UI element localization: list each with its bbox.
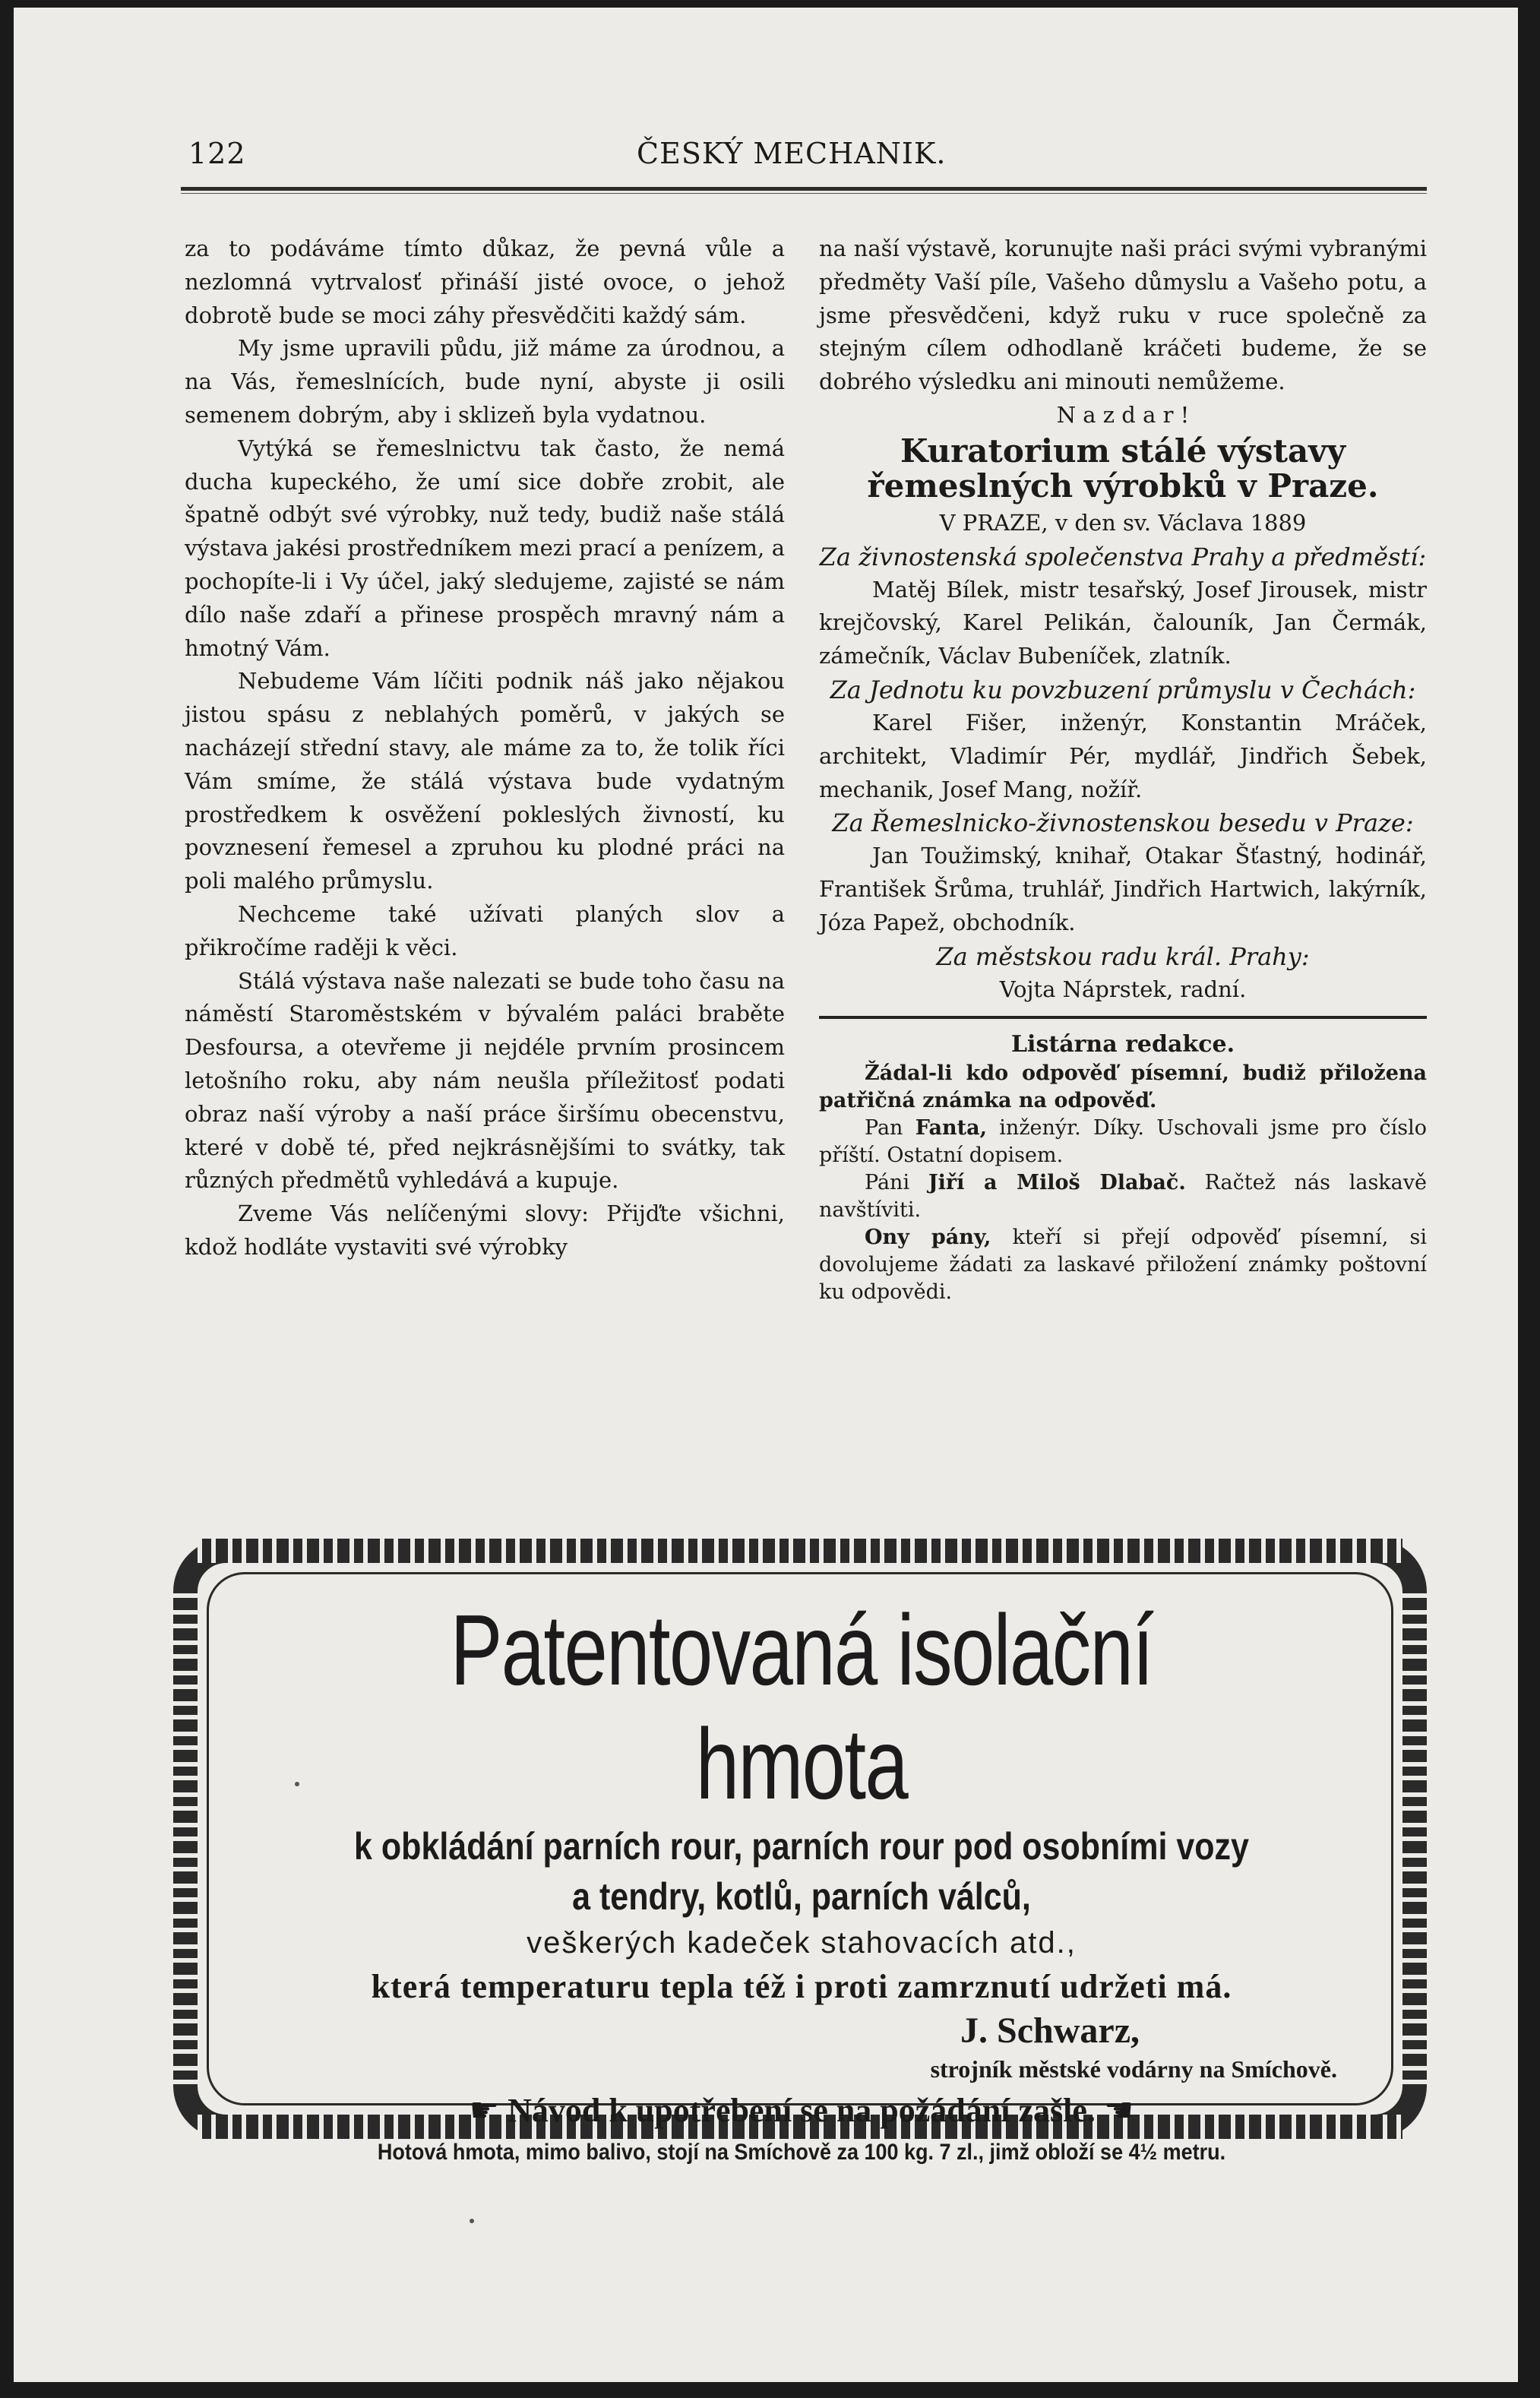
listarna-reply [819, 1115, 1427, 1169]
paragraph: Stálá výstava naše nalezati se bude toho času na náměstí Staroměstském v bývalém paláci braběte Desfoursa, a otevřeme ji nejdéle prvním prosincem letošního roku, aby nám neušla příležitosť podati obraz naší výroby a naší práce širšímu obecenstvu, které v době té, před nejkrásnějšími to svátky, tak různých předmětů vyhledává a kupuje. [185, 967, 785, 1194]
ornament-border-right [1402, 1593, 1427, 2084]
paragraph: My jsme upravili půdu, již máme za úrodnou, a na Vás, řemeslnících, bude nyní, abyste ji osili semenem dobrým, aby i sklizeň byla vydatnou. [185, 335, 785, 428]
section-divider [819, 1016, 1427, 1019]
ad-price-note: Hotová hmota, mimo balivo, stojí na Smíchově za 100 kg. 7 zl., jimž obloží se 4½ metru. [377, 2140, 1226, 2165]
pointing-hand-right-icon: ☛ [469, 2091, 500, 2130]
paragraph: na naší výstavě, korunujte naši práci svými vybranými předměty Vaší píle, Vašeho důmyslu a Vašeho potu, a jsme přesvědčeni, když ruku v ruce společně za stejným cílem odhodlaně kráčeti budeme, že se dobrého výsledku ani minouti nemůžeme. [819, 236, 1427, 395]
ad-line: a tendry, kotlů, parních válců, [572, 1875, 1031, 1918]
listarna-title: Listárna redakce. [1010, 1030, 1235, 1058]
group-heading: Za živnostenská společenstva Prahy a předměstí: [819, 542, 1427, 571]
paragraph: za to podáváme tímto důkaz, že pevná vůle a nezlomná vytrvalosť přináší jisté ovoce, o jehož dobrotě bude se moci záhy přesvědčiti každý sám. [185, 236, 785, 328]
group-heading: Za městskou radu král. Prahy: [936, 941, 1310, 971]
reply-lead: Pan [865, 1115, 903, 1140]
reply-name: Jiří a Miloš Dlabač. [928, 1170, 1186, 1194]
header-rule [181, 187, 1427, 191]
pointing-hand-left-icon: ☚ [1103, 2091, 1134, 2130]
ad-line: k obkládání parních rour, parních rour pod osobními vozy [354, 1825, 1249, 1868]
reply-text: kteří si přejí odpověď písemní, si dovolujeme žádati za laskavé přiložení známky poštovní ku odpovědi. [819, 1225, 1428, 1304]
ad-line: která temperaturu tepla též i proti zamrznutí udržeti má. [371, 1968, 1232, 2005]
page-number: 122 [188, 137, 246, 170]
kuratorium-title: Kuratorium stálé výstavy řemeslných výrobků v Praze. [867, 432, 1379, 505]
header-rule-thin [181, 193, 1427, 194]
advertisement-frame [173, 1539, 1427, 2165]
reply-text: Račtež nás laskavě navštíviti. [819, 1170, 1428, 1222]
group-heading: Za Jednotu ku povzbuzení průmyslu v Čechách: [830, 675, 1416, 704]
ornament-border-top [198, 1539, 1402, 1563]
paragraph: Nebudeme Vám líčiti podnik náš jako nějakou jistou spásu z neblahých poměrů, v jakých se nacházejí střední stavy, ale máme za to, že tolik říci Vám smíme, že stálá výstava bude vydatným prostředkem k osvěžení pokleslých živností, ku povznesení řemesel a zpruhou ku plodné práci na poli malého průmyslu. [185, 668, 785, 894]
right-column [819, 233, 1427, 1306]
group-heading: Za Řemeslnicko-živnostenskou besedu v Praze: [832, 808, 1414, 838]
listarna-reply [819, 1224, 1427, 1306]
ad-title: Patentovaná isolační hmota [450, 1594, 1153, 1820]
ad-firm-name: J. Schwarz, [960, 2010, 1140, 2051]
listarna-note: Žádal-li kdo odpověď písemní, budiž přiložena patřičná známka na odpověď. [819, 1061, 1427, 1112]
ornament-border-left [173, 1593, 198, 2084]
paper-speck [295, 1782, 299, 1786]
left-column [185, 233, 785, 1264]
reply-name: Fanta, [915, 1115, 987, 1140]
ad-firm-desc: strojník městské vodárny na Smíchově. [930, 2055, 1337, 2083]
group-members: Jan Toužimský, knihař, Otakar Šťastný, hodinář, František Šrůma, truhlář, Jindřich Hartwich, lakýrník, Józa Papež, obchodník. [819, 843, 1427, 935]
page-header [181, 129, 1427, 182]
advertisement [236, 1586, 1368, 2169]
paragraph: Vytýká se řemeslnictvu tak často, že nemá ducha kupeckého, že umí sice dobře zrobit, ale špatně odbýt své výrobky, nuž tedy, budiž naše stálá výstava jakési prostředníkem mezi prací a penízem, a pochopíte-li i Vy účel, jaký sledujeme, zajisté se nám dílo naše zdaří a přinese prospěch mravný nám a hmotný Vám. [185, 435, 785, 661]
group-members: Karel Fišer, inženýr, Konstantin Mráček, architekt, Vladimír Pér, mydlář, Jindřich Šebek, mechanik, Josef Mang, nožíř. [819, 709, 1427, 802]
ad-instructions: Návod k upotřebení se na požádání zašle. [508, 2092, 1096, 2129]
ad-instructions-line [236, 2086, 1368, 2136]
place-date: V PRAZE, v den sv. Václava 1889 [939, 509, 1307, 536]
reply-lead: Páni [865, 1170, 910, 1194]
paragraph: Zveme Vás nelíčenými slovy: Přijďte všichni, kdož hodláte vystaviti své výrobky [185, 1201, 785, 1260]
reply-name: Ony pány, [865, 1225, 991, 1249]
journal-title: ČESKÝ MECHANIK. [637, 137, 947, 170]
group-members: Vojta Náprstek, radní. [999, 976, 1247, 1002]
paper-speck [470, 2219, 474, 2223]
ad-line: veškerých kadeček stahovacích atd., [527, 1926, 1077, 1960]
page [14, 8, 1518, 2382]
paragraph: Nechceme také užívati planých slov a přikročíme raději k věci. [185, 900, 785, 960]
greeting: N a z d a r ! [1056, 401, 1190, 428]
group-members: Matěj Bílek, mistr tesařský, Josef Jirousek, mistr krejčovský, Karel Pelikán, čalouník, Jan Čermák, zámečník, Václav Bubeníček, zlatník. [819, 576, 1427, 669]
listarna [819, 1060, 1427, 1306]
listarna-reply [819, 1169, 1427, 1224]
reply-text: inženýr. Díky. Uschovali jsme pro číslo příští. Ostatní dopisem. [819, 1115, 1427, 1167]
